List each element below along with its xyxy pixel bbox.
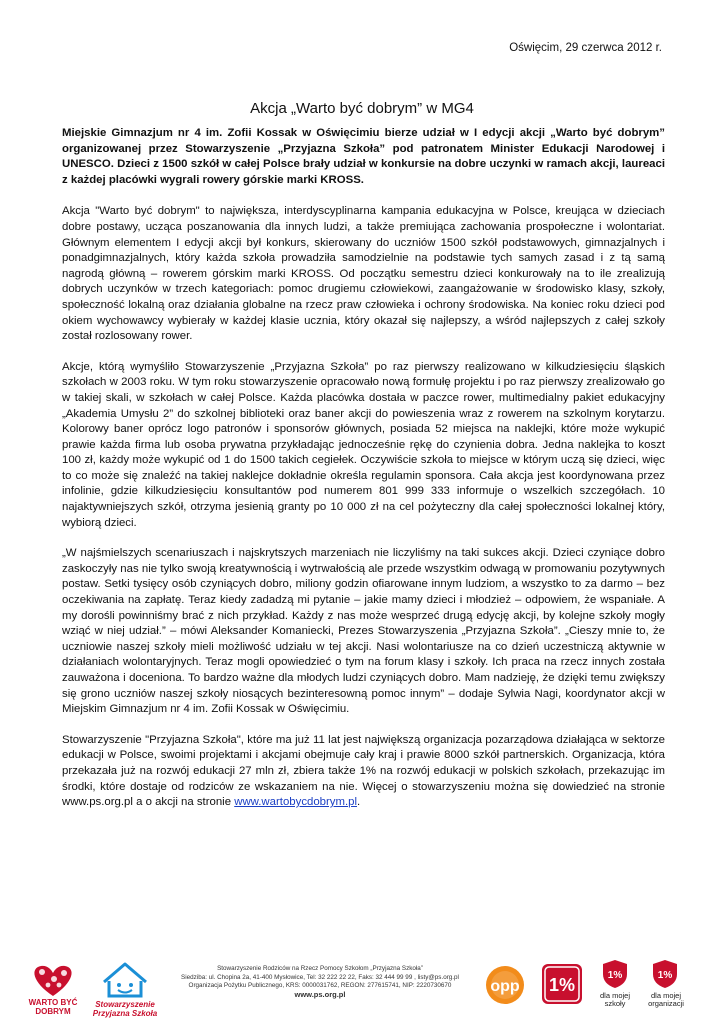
footer-website[interactable]: www.ps.org.pl (294, 989, 346, 999)
school-shield-icon (600, 958, 630, 990)
opp-logo (484, 964, 526, 1006)
lead-paragraph: Miejskie Gimnazjum nr 4 im. Zofii Kossak w Oświęcimiu bierze udział w I edycji akcji „Warto być dobrym” organizowanej przez Stowarzyszenie „Przyjazna Szkoła” pod patronatem Minister Edukacji Narodowej i UNESCO. Dzieci z 1500 szkół w całej Polsce brały udział w konkursie na dobre uczynki w ramach akcji, laureaci z każdej placówki wygrali rowery górskie marki KROSS. (62, 127, 665, 186)
warto-byc-dobrym-logo (24, 958, 82, 1018)
dla-mojej-szkoly-caption (592, 992, 638, 1008)
body-paragraph-1: Akcja "Warto być dobrym" to największa, interdyscyplinarna kampania edukacyjna w Polsce, kreująca w dzieciach dobre postawy, ucząca poszanowania dla innych ludzi, a także premiująca zachowania prospołeczne i wolontariat. Głównym elementem I edycji akcji był konkurs, skierowany do uczniów 1500 szkół podstawowych, gimnazjalnych i ponadgimnazjalnych, który każda szkoła prowadziła samodzielnie na podstawie tych samych zasad i z tą samą nagrodą główną – rowerem górskim marki KROSS. Od początku semestru dzieci konkurowały na to ile zrealizują dobrych uczynków w trzech kategoriach: pomoc drugiemu człowiekowi, zaangażowanie w środowisko klasy, szkoły, społeczność lokalną oraz działania globalne na rzecz praw człowieka i ochrony środowiska. Na koniec roku dzieci pod okiem wychowawcy wybierały w każdej klasie ucznia, który okazał się najlepszy, a wśród najlepszych z całej szkoły został rozlosowany rower. (62, 205, 665, 343)
dla-mojej-organizacji-caption (640, 992, 692, 1008)
przyjazna-szkola-logo (88, 954, 162, 1020)
house-icon (104, 964, 146, 996)
hearts-icon (34, 966, 71, 996)
document-date: Oświęcim, 29 czerwca 2012 r. (509, 42, 662, 54)
one-percent-logo (540, 962, 584, 1006)
body-paragraph-3: „W najśmielszych scenariuszach i najskrytszych marzeniach nie liczyliśmy na taki sukces akcji. Dzieci czyniące dobro zaskoczyły nas nie tylko swoją kreatywnością i wytrwałością ale przede wszystkim odwagą w promowaniu pozytywnych postaw. Setki tysięcy osób czyniących dobro, miliony godzin ofiarowane innym ludziom, a wszystko to za darmo – bez oczekiwania na zapłatę. Teraz kiedy zadadzą mi pytanie – jakie mamy dzieci i młodzież – odpowiem, że wspaniałe. A my dorośli powinniśmy brać z nich przykład. Każdy z nas może wesprzeć drugą edycję akcji, by kolejne szkoły mogły wziąć w niej udział.” – mówi Aleksander Komaniecki, Prezes Stowarzyszenia „Przyjazna Szkoła”. „Cieszy mnie to, że uczniowie naszej szkoły mieli możliwość udziału w tej akcji. Nasi wolontariusze na co dzień uczestniczą aktywnie w działaniach wolontaryjnych. Teraz mogli opowiedzieć o tym na forum klasy i szkoły. Ich praca na rzecz innych została zauważona i doceniona. To bardzo ważne dla młodych ludzi czyniących dobro. Mam nadzieję, że dzięki temu zwiększy się grono uczniów naszej szkoły niosących bezinteresowną pomoc innym” – dodaje Sylwia Nagi, koordynator akcji w Miejskim Gimnazjum nr 4 im. Zofii Kossak w Oświęcimiu. (62, 547, 665, 716)
organization-shield-icon (650, 958, 680, 990)
dla-mojej-szkoly-line1: dla mojej (599, 991, 630, 1000)
opp-text: opp (490, 978, 520, 995)
body-paragraph-4 (62, 733, 665, 811)
organization-shield-text: 1% (657, 970, 673, 981)
body-paragraph-4-text: Stowarzyszenie "Przyjazna Szkoła", które ma już 11 lat jest największą organizacja pozarządowa działająca w sektorze edukacji w Polsce, swoimi projektami i akcjami obejmuje cały kraj i prawie 8000 szkół partnerskich. Organizacja, która przekazała już na rozwój edukacji 27 mln zł, zbiera także 1% na rozwój edukacji w polskich szkołach, przekazując im środki, które dostaje od rodziców ze wskazaniem na nie. Więcej o stowarzyszeniu można się dowiedzieć na stronie www.ps.org.pl a o akcji na stronie (62, 733, 665, 809)
dla-mojej-organizacji-line2: organizacji (648, 999, 684, 1008)
one-percent-text: 1% (548, 975, 576, 995)
body-paragraph-2: Akcje, którą wymyśliło Stowarzyszenie „Przyjazna Szkoła” po raz pierwszy realizowano w kilkudziesięciu śląskich szkołach w 2003 roku. W tym roku stowarzyszenie opracowało nową formułę projektu i po raz pierwszy zrealizowało go w takiej skali, w szkołach w całej Polsce. Każda placówka dostała w paczce rower, multimedialny pakiet edukacyjny „Akademia Umysłu 2” do szkolnej biblioteki oraz baner akcji do powieszenia wraz z rowerem na szkolnym korytarzu. Kolorowy baner oprócz logo patronów i sponsorów głównych, posiada 52 miejsca na naklejki, które może wykupić prawie każda firma lub osoba prywatna przykładając jednocześnie rękę do czynienia dobra. Jedna naklejka to koszt 100 zł, każdy może wykupić od 1 do 1500 takich cegiełek. Oczywiście szkoła to miejsce w którym uczą się dzieci, więc to co może się znaleźć na takiej naklejce dokładnie określa regulamin sponsora. Cała akcja jest koordynowana przez infolinie, gdzie kilkudziesięciu konsultantów pod numerem 801 999 333 informuje o wszelkich szczegółach. 10 najaktywniejszych szkół, otrzyma jesienią granty po 10 000 zł na cel pożyteczny dla całej społeczności lokalnej który, wybiorą dzieci. (62, 360, 665, 529)
footer-line-1: Stowarzyszenie Rodziców na Rzecz Pomocy Szkołom „Przyjazna Szkoła” (217, 965, 423, 972)
body-paragraph-4-end: . (357, 796, 361, 809)
warto-logo-line2: DOBRYM (35, 1007, 71, 1016)
warto-logo-line1: WARTO BYĆ (28, 998, 78, 1007)
dla-mojej-szkoly-line2: szkoły (604, 999, 626, 1008)
school-shield-text: 1% (607, 970, 623, 981)
ps-logo-line2: Przyjazna Szkoła (92, 1009, 158, 1018)
footer-line-2: Siedziba: ul. Chopina 2a, 41-400 Mysłowice, Tel: 32 222 22 22, Faks: 32 444 99 99 , listy@ps.org.pl (181, 973, 459, 981)
footer-info (180, 965, 460, 999)
ps-logo-line1: Stowarzyszenie (95, 1000, 155, 1009)
footer-line-3: Organizacja Pożytku Publicznego, KRS: 0000031762, REGON: 277615741, NIP: 2220730670 (188, 982, 452, 989)
dla-mojej-organizacji-line1: dla mojej (650, 991, 681, 1000)
document-title: Akcja „Warto być dobrym” w MG4 (250, 100, 474, 117)
warto-link[interactable]: www.wartobycdobrym.pl (234, 796, 358, 809)
document-body (62, 126, 665, 826)
